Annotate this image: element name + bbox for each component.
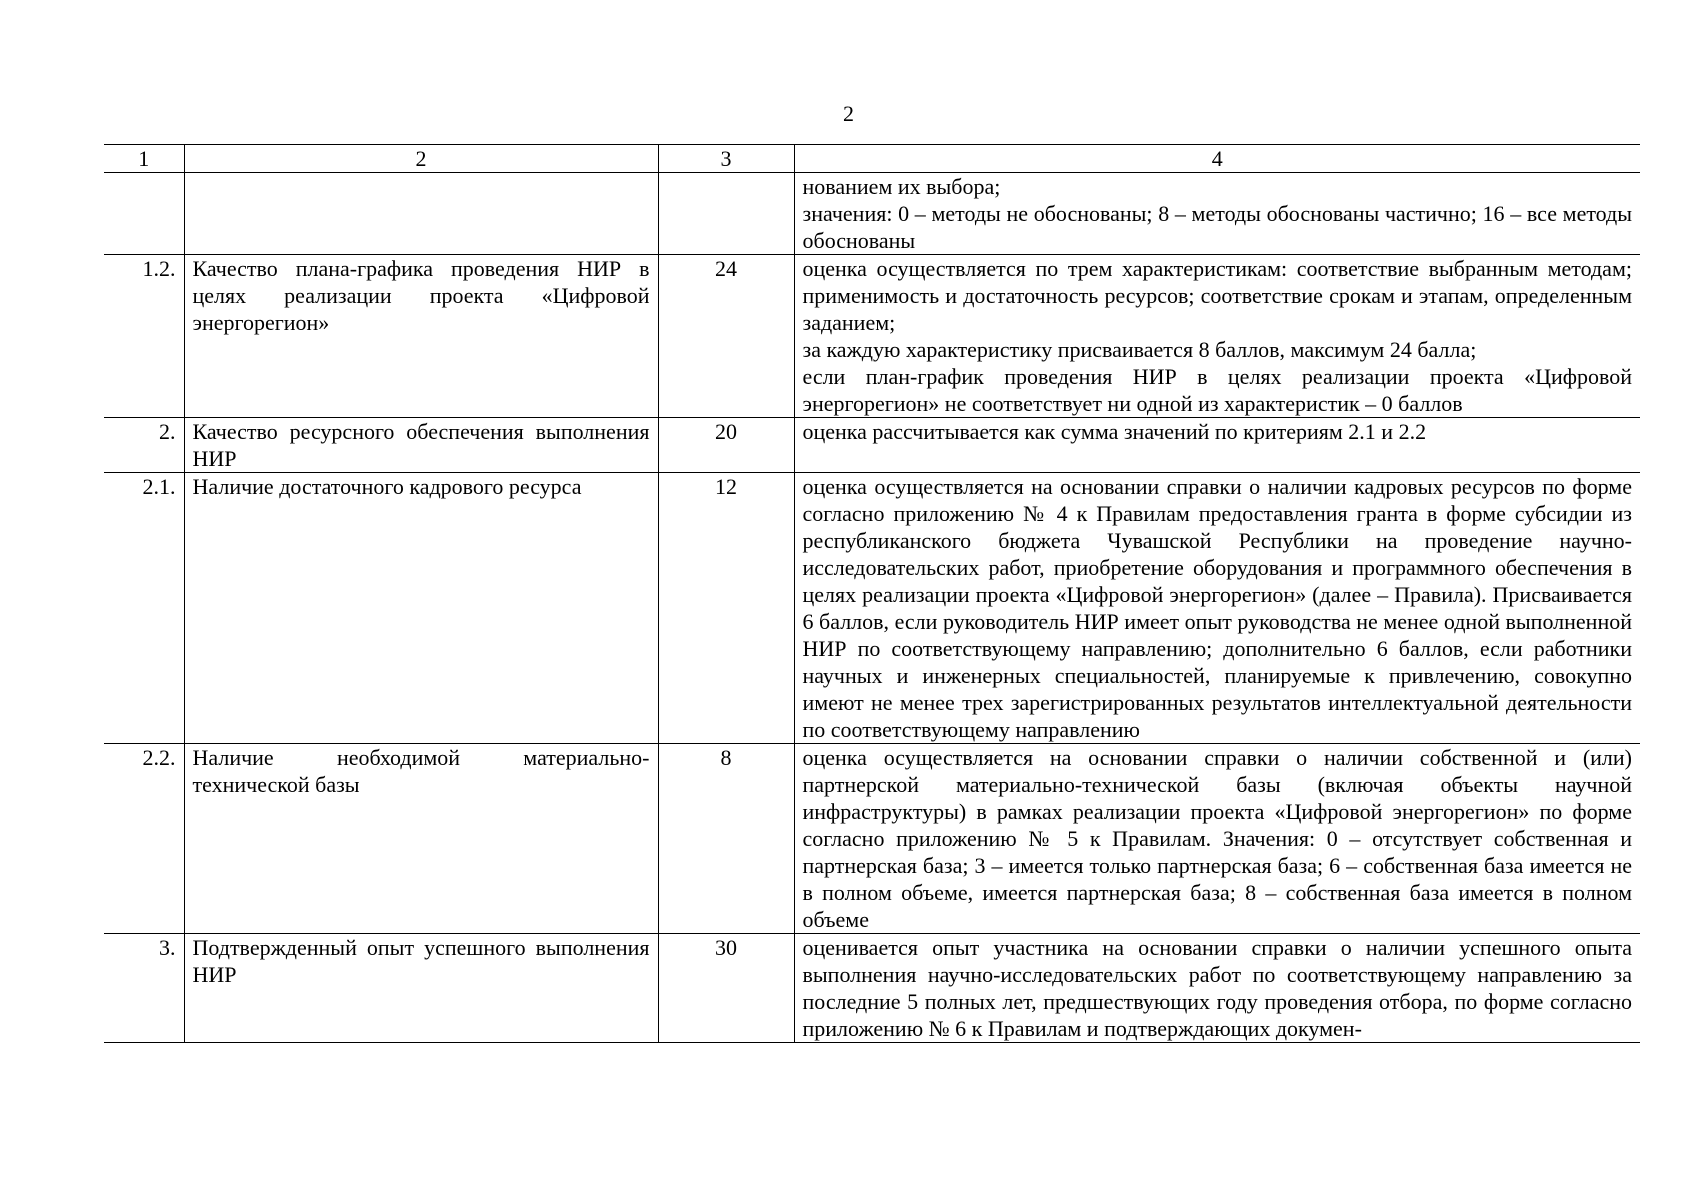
criterion-max-score: 24 xyxy=(658,255,794,418)
description-paragraph: оценка рассчитывается как сумма значений по критериям 2.1 и 2.2 xyxy=(802,419,1427,444)
criterion-name: Качество ресурсного обеспечения выполнения НИР xyxy=(184,418,658,473)
criterion-name: Качество плана-графика проведения НИР в целях реализации проекта «Цифровой энергорегион» xyxy=(184,255,658,418)
criterion-description xyxy=(794,255,1640,418)
criterion-name: Подтвержденный опыт успешного выполнения НИР xyxy=(184,934,658,1043)
table-row xyxy=(104,255,1640,418)
criterion-name: Наличие достаточного кадрового ресурса xyxy=(184,473,658,744)
criterion-description xyxy=(794,173,1640,255)
criterion-max-score: 12 xyxy=(658,473,794,744)
criterion-description xyxy=(794,934,1640,1043)
criterion-max-score: 30 xyxy=(658,934,794,1043)
table-row xyxy=(104,473,1640,744)
criteria-table xyxy=(104,144,1640,1043)
criterion-number: 2. xyxy=(104,418,184,473)
description-paragraph: оценивается опыт участника на основании справки о наличии успешного опыта выполнения научно-исследовательских работ по соответствующему направлению за последние 5 полных лет, предшествующих году проведения отбора, по форме согласно приложению № 6 к Правилам и подтверждающих докумен- xyxy=(802,935,1632,1041)
table-header xyxy=(104,145,1640,173)
criterion-description xyxy=(794,418,1640,473)
page-number: 2 xyxy=(843,101,854,126)
table-body xyxy=(104,173,1640,1043)
description-paragraph: оценка осуществляется на основании справки о наличии кадровых ресурсов по форме согласно приложению № 4 к Правилам предоставления гранта в форме субсидии из республиканского бюджета Чувашской Республики на проведение научно-исследовательских работ, приобретение оборудования и программного обеспечения в целях реализации проекта «Цифровой энергорегион» (далее – Правила). Присваивается 6 баллов, если руководитель НИР имеет опыт руководства не менее одной выполненной НИР по соответствующему направлению; дополнительно 6 баллов, если работники научных и инженерных специальностей, планируемые к привлечению, совокупно имеют не менее трех зарегистрированных результатов интеллектуальной деятельности по соответствующему направлению xyxy=(802,474,1632,742)
table-row xyxy=(104,173,1640,255)
criterion-number: 2.1. xyxy=(104,473,184,744)
description-paragraph: нованием их выбора; xyxy=(802,174,1001,199)
criterion-description xyxy=(794,744,1640,934)
criterion-max-score xyxy=(658,173,794,255)
column-header-3: 3 xyxy=(658,145,794,173)
criterion-number: 1.2. xyxy=(104,255,184,418)
criterion-number xyxy=(104,173,184,255)
criterion-name: Наличие необходимой материально-технической базы xyxy=(184,744,658,934)
description-paragraph: если план-график проведения НИР в целях реализации проекта «Цифровой энергорегион» не соответствует ни одной из характеристик – 0 баллов xyxy=(802,364,1632,416)
description-paragraph: оценка осуществляется на основании справки о наличии собственной и (или) партнерской материально-технической базы (включая объекты научной инфраструктуры) в рамках реализации проекта «Цифровой энергорегион» по форме согласно приложению № 5 к Правилам. Значения: 0 – отсутствует собственная и партнерская база; 3 – имеется только партнерская база; 6 – собственная база имеется не в полном объеме, имеется партнерская база; 8 – собственная база имеется в полном объеме xyxy=(802,745,1632,932)
table-row xyxy=(104,744,1640,934)
description-paragraph: значения: 0 – методы не обоснованы; 8 – методы обоснованы частично; 16 – все методы обоснованы xyxy=(802,201,1632,253)
description-paragraph: оценка осуществляется по трем характеристикам: соответствие выбранным методам; применимость и достаточность ресурсов; соответствие срокам и этапам, определенным заданием; xyxy=(802,256,1632,335)
criterion-max-score: 8 xyxy=(658,744,794,934)
description-paragraph: за каждую характеристику присваивается 8 баллов, максимум 24 балла; xyxy=(802,337,1477,362)
criterion-number: 2.2. xyxy=(104,744,184,934)
criterion-number: 3. xyxy=(104,934,184,1043)
column-header-4: 4 xyxy=(794,145,1640,173)
column-header-2: 2 xyxy=(184,145,658,173)
criterion-description xyxy=(794,473,1640,744)
criterion-name xyxy=(184,173,658,255)
table-row xyxy=(104,934,1640,1043)
criterion-max-score: 20 xyxy=(658,418,794,473)
column-header-1: 1 xyxy=(104,145,184,173)
table-row xyxy=(104,418,1640,473)
